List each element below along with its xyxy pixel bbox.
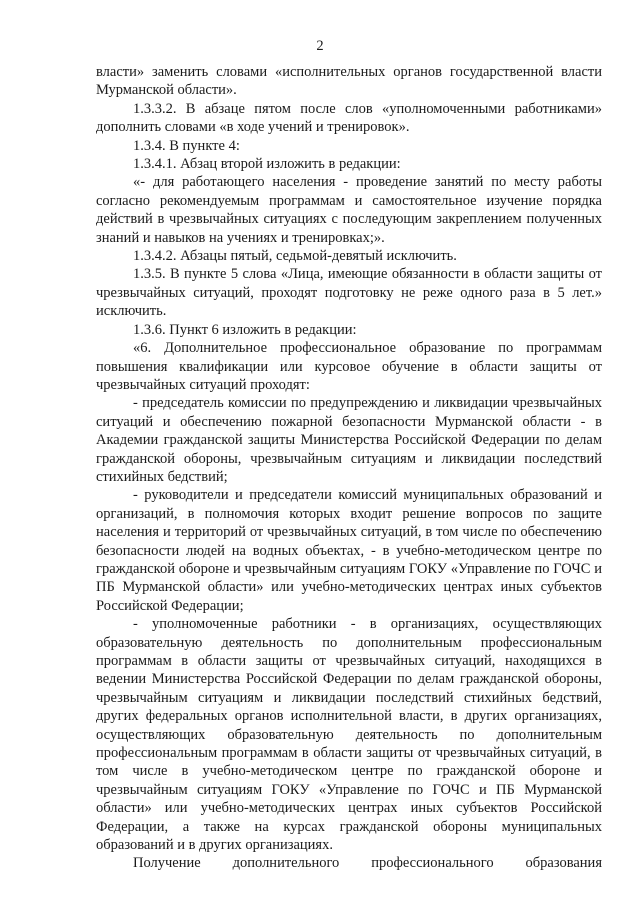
- paragraph-list-item-authorized: - уполномоченные работники - в организациях, осуществляющих образовательную деятельность по дополнительным профессиональным программам в области защиты от чрезвычайных ситуаций, находящихся в ведении Министерства Российской Федерации по делам гражданской обороны, чрезвычайным ситуациям и ликвидации последствий стихийных бедствий, других федеральных органов исполнительной власти, в других организациях, осуществляющих образовательную деятельность по дополнительным профессиональным программам в области защиты от чрезвычайных ситуаций, в том числе в учебно-методическом центре по гражданской обороне и чрезвычайным ситуациям ГОКУ «Управление по ГОЧС и ПБ Мурманской области» или учебно-методических центрах иных субъектов Российской Федерации, а также на курсах гражданской обороны муниципальных образований и в других организациях.: [96, 616, 602, 854]
- paragraph-1-3-4-2: 1.3.4.2. Абзацы пятый, седьмой-девятый исключить.: [133, 248, 457, 265]
- paragraph-1-3-5: 1.3.5. В пункте 5 слова «Лица, имеющие обязанности в области защиты от чрезвычайных ситуаций, проходят подготовку не реже одного раза в 5 лет.» исключить.: [96, 266, 602, 320]
- paragraph-1-3-4-1: 1.3.4.1. Абзац второй изложить в редакции:: [133, 156, 401, 173]
- page-number: 2: [316, 38, 324, 54]
- paragraph-1: власти» заменить словами «исполнительных органов государственной власти Мурманской области».: [96, 64, 602, 99]
- paragraph-list-item-heads: - руководители и председатели комиссий муниципальных образований и организаций, в полномочия которых входит решение вопросов по защите населения и территорий от чрезвычайных ситуаций, в том числе по обеспечению безопасности людей на водных объектах, - в учебно-методическом центре по гражданской обороне и чрезвычайным ситуациям ГОКУ «Управление по ГОЧС и ПБ Мурманской области» или учебно-методических центрах иных субъектов Российской Федерации;: [96, 487, 602, 614]
- document-body: [96, 63, 602, 873]
- paragraph-quote-working-population: «- для работающего населения - проведение занятий по месту работы согласно рекомендуемым программам и самостоятельное изучение порядка действий в чрезвычайных ситуациях с последующим закреплением полученных знаний и навыков на учениях и тренировках;».: [96, 174, 602, 246]
- paragraph-point-6: «6. Дополнительное профессиональное образование по программам повышения квалификации или курсовое обучение в области защиты от чрезвычайных ситуаций проходят:: [96, 340, 602, 393]
- paragraph-list-item-chairman: - председатель комиссии по предупреждению и ликвидации чрезвычайных ситуаций и обеспечению пожарной безопасности Мурманской области - в Академии гражданской защиты Министерства Российской Федерации по делам гражданской обороны, чрезвычайным ситуациям и ликвидации последствий стихийных бедствий;: [96, 395, 602, 485]
- paragraph-1-3-3-2: 1.3.3.2. В абзаце пятом после слов «уполномоченными работниками» дополнить словами «в ходе учений и тренировок».: [96, 100, 602, 136]
- paragraph-1-3-4: 1.3.4. В пункте 4:: [133, 137, 240, 154]
- paragraph-1-3-6: 1.3.6. Пункт 6 изложить в редакции:: [133, 321, 357, 338]
- paragraph-continuation: Получение дополнительного профессионального образования: [133, 855, 602, 872]
